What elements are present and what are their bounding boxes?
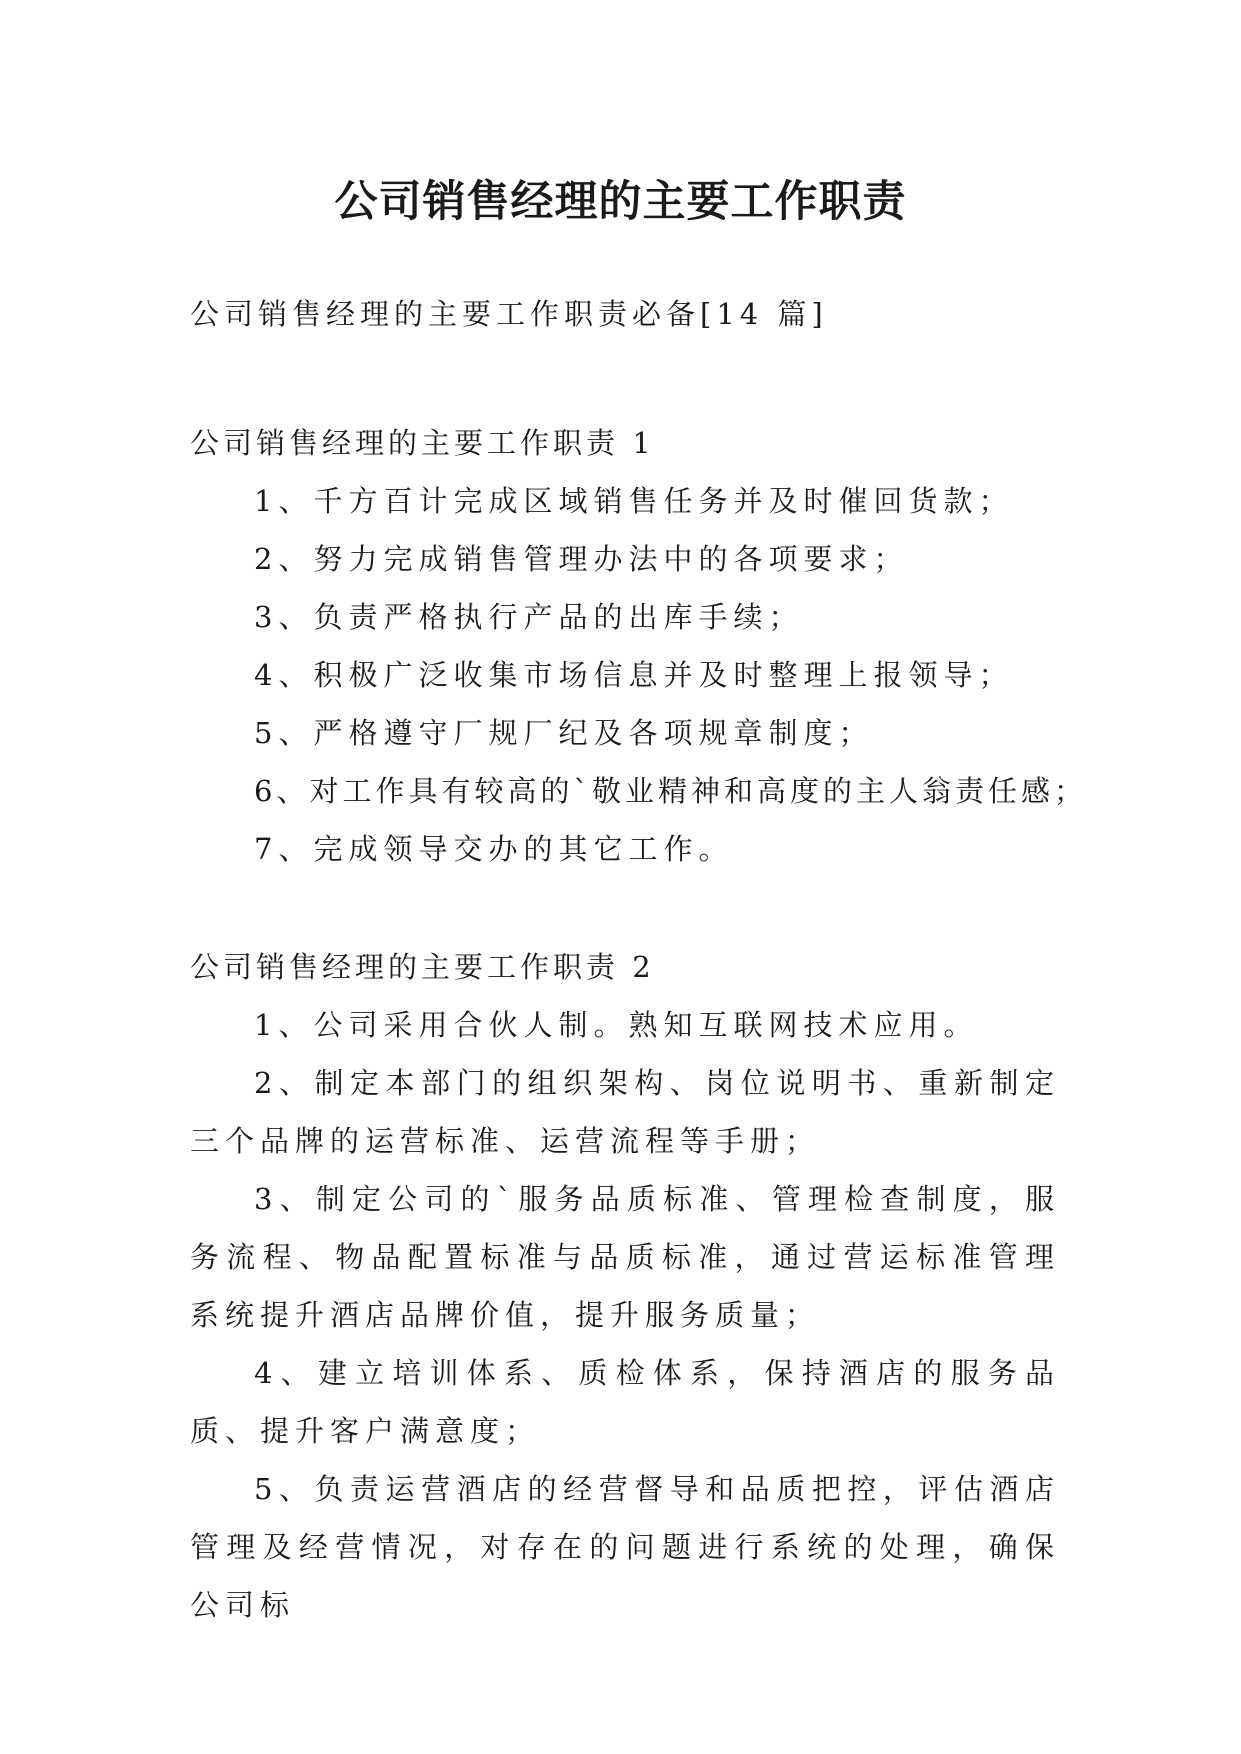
document-subtitle: 公司销售经理的主要工作职责必备[14 篇] (190, 297, 828, 331)
list-item: 4、积极广泛收集市场信息并及时整理上报领导； (254, 658, 1014, 692)
list-item: 5、严格遵守厂规厂纪及各项规章制度； (254, 716, 874, 750)
duty-list (190, 996, 1060, 1634)
list-item: 1、千方百计完成区域销售任务并及时催回货款； (254, 484, 1014, 518)
list-item: 5、负责运营酒店的经营督导和品质把控，评估酒店管理及经营情况，对存在的问题进行系统的处理，确保公司标 (190, 1472, 1060, 1622)
list-item: 2、努力完成销售管理办法中的各项要求； (254, 542, 909, 576)
section-heading: 公司销售经理的主要工作职责 1 (190, 426, 655, 460)
section-heading: 公司销售经理的主要工作职责 2 (190, 950, 655, 984)
list-item: 3、制定公司的`服务品质标准、管理检查制度，服务流程、物品配置标准与品质标准，通过营运标准管理系统提升酒店品牌价值，提升服务质量； (190, 1182, 1060, 1332)
section-1 (190, 414, 1087, 878)
list-item: 7、完成领导交办的其它工作。 (254, 832, 734, 866)
duty-list (190, 472, 1087, 878)
section-2 (190, 938, 1060, 1634)
list-item: 4、建立培训体系、质检体系，保持酒店的服务品质、提升客户满意度； (190, 1356, 1060, 1448)
document-title: 公司销售经理的主要工作职责 (334, 176, 907, 227)
list-item: 3、负责严格执行产品的出库手续； (254, 600, 804, 634)
list-item: 2、制定本部门的组织架构、岗位说明书、重新制定三个品牌的运营标准、运营流程等手册； (190, 1066, 1060, 1158)
list-item: 6、对工作具有较高的`敬业精神和高度的主人翁责任感； (254, 774, 1087, 808)
list-item: 1、公司采用合伙人制。熟知互联网技术应用。 (254, 1008, 979, 1042)
